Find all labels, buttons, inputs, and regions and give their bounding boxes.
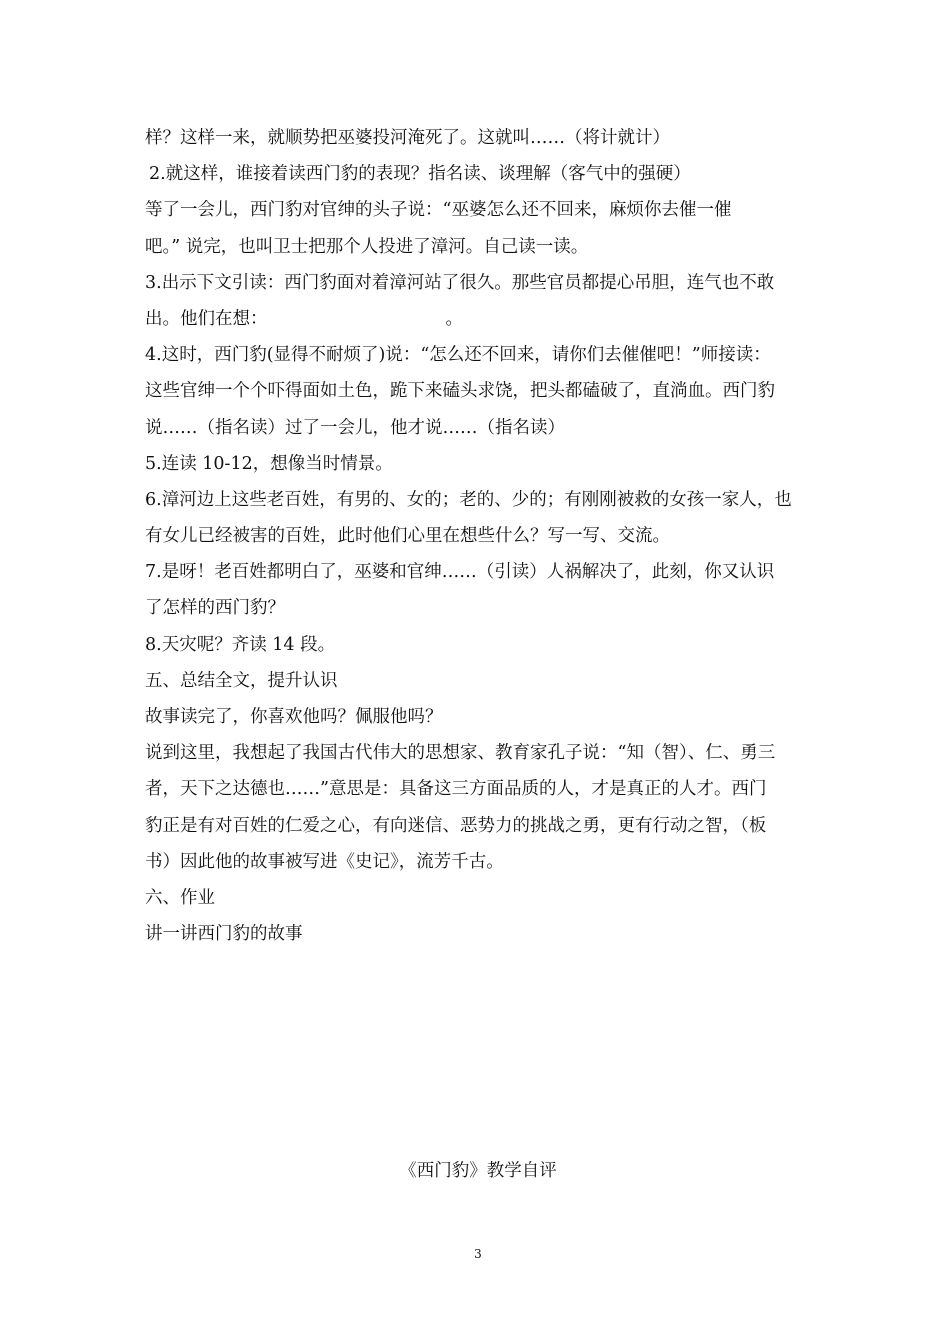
paragraph-line: 故事读完了，你喜欢他吗？佩服他吗？ — [145, 707, 443, 727]
fill-in-blank-line — [145, 301, 817, 337]
paragraph-line: 者，天下之达德也……”意思是：具备这三方面品质的人，才是真正的人才。西门 — [145, 779, 767, 800]
paragraph-line: 等了一会儿，西门豹对官绅的头子说：“巫婆怎么还不回来，麻烦你去催一催 — [145, 200, 732, 221]
paragraph-line: 说……（指名读）过了一会儿，他才说……（指名读） — [145, 417, 565, 438]
paragraph-line: 豹正是有对百姓的仁爱之心，有向迷信、恶势力的挑战之勇，更有行动之智，（板 — [145, 815, 767, 836]
paragraph-line: 5.连读 10-12，想像当时情景。 — [145, 453, 393, 474]
paragraph-line: 书）因此他的故事被写进《史记》，流芳千古。 — [145, 851, 504, 872]
page-number: 3 — [474, 1247, 482, 1261]
body-text — [145, 120, 817, 952]
paragraph-line: 3.出示下文引读：西门豹面对着漳河站了很久。那些官员都提心吊胆，连气也不敢 — [145, 272, 775, 293]
paragraph-line: 8.天灾呢？齐读 14 段。 — [145, 634, 336, 655]
paragraph-line: 了怎样的西门豹？ — [145, 598, 285, 619]
paragraph-line: 样？这样一来，就顺势把巫婆投河淹死了。这就叫……（将计就计） — [145, 128, 670, 148]
section-heading: 六、作业 — [145, 887, 215, 908]
paragraph-line: 2.就这样，谁接着读西门豹的表现？指名读、谈理解（客气中的强硬） — [149, 164, 691, 185]
section-heading: 五、总结全文，提升认识 — [145, 670, 338, 691]
paragraph-line: 吧。” 说完，也叫卫士把那个人投进了漳河。自己读一读。 — [145, 236, 589, 257]
blank-end-mark: 。 — [445, 308, 463, 329]
paragraph-line: 说到这里，我想起了我国古代伟大的思想家、教育家孔子说：“知（智）、仁、勇三 — [145, 743, 776, 764]
paragraph-line: 有女儿已经被害的百姓，此时他们心里在想些什么？写一写、交流。 — [145, 526, 670, 547]
section-subtitle: 《西门豹》教学自评 — [399, 1161, 557, 1181]
paragraph-line: 讲一讲西门豹的故事 — [145, 924, 303, 945]
paragraph-line: 4.这时，西门豹(显得不耐烦了)说：“怎么还不回来，请你们去催催吧！”师接读： — [145, 345, 771, 366]
paragraph-line: 7.是呀！老百姓都明白了，巫婆和官绅……（引读）人祸解决了，此刻，你又认识 — [145, 562, 775, 583]
paragraph-line: 出。他们在想： — [145, 308, 268, 329]
paragraph-line: 6.漳河边上这些老百姓，有男的、女的；老的、少的；有刚刚被救的女孩一家人，也 — [145, 489, 792, 510]
paragraph-line: 这些官绅一个个吓得面如土色，跪下来磕头求饶，把头都磕破了，直淌血。西门豹 — [145, 381, 775, 402]
